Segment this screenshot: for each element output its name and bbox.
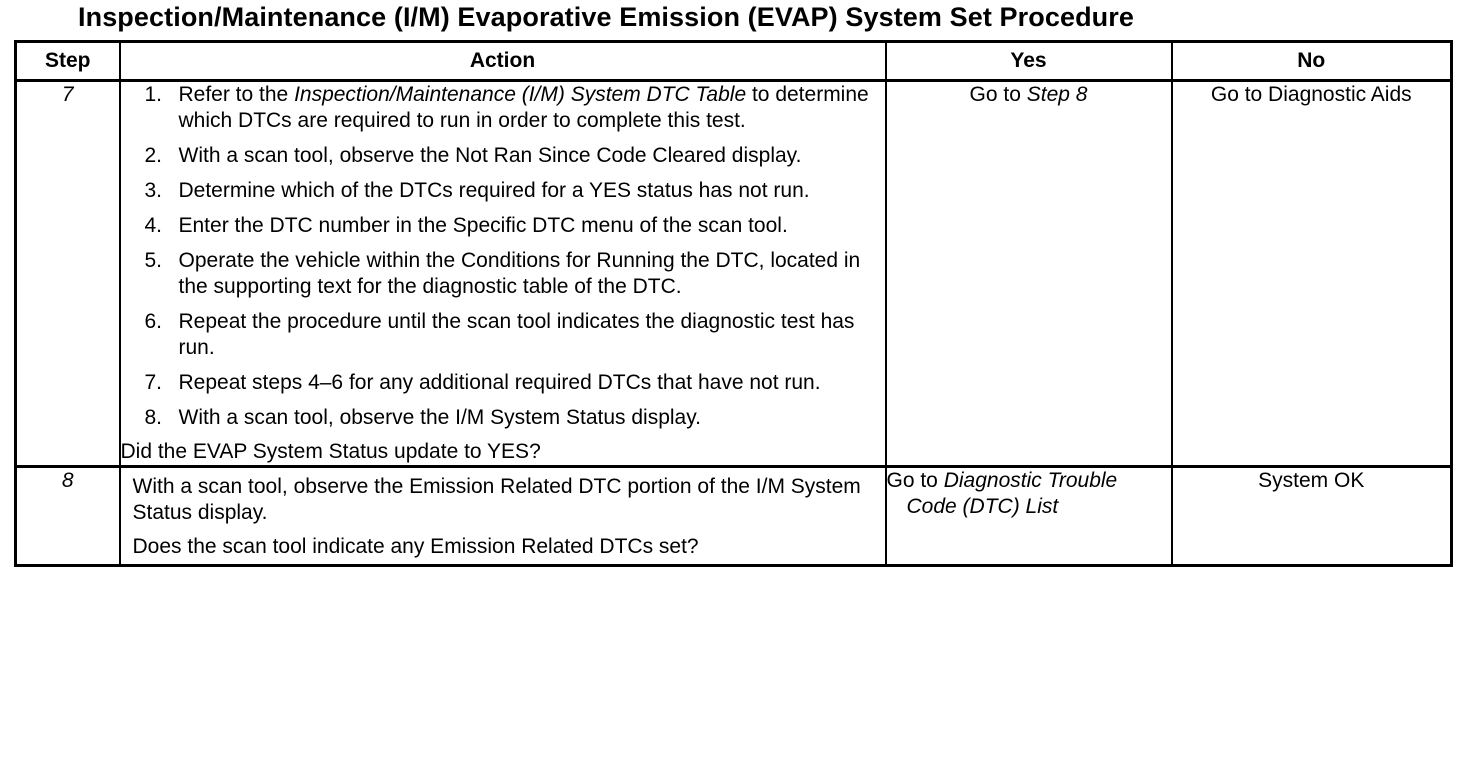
go-to-step-link[interactable]: Step 8 xyxy=(1026,83,1088,106)
no-cell xyxy=(1172,81,1452,467)
list-item xyxy=(121,213,885,239)
step-number: 7 xyxy=(16,81,120,467)
list-item xyxy=(121,405,885,431)
list-item-text: Enter the DTC number in the Specific DTC menu of the scan tool. xyxy=(178,214,788,237)
procedure-table xyxy=(14,40,1453,567)
step-question: Does the scan tool indicate any Emission Related DTCs set? xyxy=(132,535,699,558)
list-item xyxy=(121,143,885,169)
list-item-number: 2. xyxy=(144,144,163,167)
list-item-text: With a scan tool, observe the Not Ran Since Code Cleared display. xyxy=(178,144,802,167)
list-item-text: Repeat steps 4–6 for any additional required DTCs that have not run. xyxy=(178,371,821,394)
no-action-text: System OK xyxy=(1258,469,1365,492)
yes-prefix: Go to xyxy=(886,469,944,492)
action-cell xyxy=(120,467,886,566)
list-item-text: Refer to the xyxy=(178,83,295,106)
list-item-text: With a scan tool, observe the I/M System Status display. xyxy=(178,406,701,429)
action-cell xyxy=(120,81,886,467)
yes-prefix: Go to xyxy=(969,83,1027,106)
table-header-row xyxy=(16,42,1452,81)
column-header-action: Action xyxy=(120,42,886,81)
step-instruction: With a scan tool, observe the Emission Related DTC portion of the I/M System Status display. xyxy=(132,475,861,524)
page-title: Inspection/Maintenance (I/M) Evaporative Emission (EVAP) System Set Procedure xyxy=(78,2,1134,32)
table-row xyxy=(16,467,1452,566)
column-header-yes: Yes xyxy=(886,42,1172,81)
list-item xyxy=(121,82,885,134)
action-steps-list xyxy=(121,82,885,431)
list-item-text: to determine which DTCs are required to run in order to complete this test. xyxy=(178,83,869,132)
list-item-text: Operate the vehicle within the Conditions for Running the DTC, located in the supporting text for the diagnostic table of the DTC. xyxy=(178,249,861,298)
column-header-no: No xyxy=(1172,42,1452,81)
list-item xyxy=(121,248,885,300)
column-header-step: Step xyxy=(16,42,120,81)
list-item-number: 8. xyxy=(144,406,163,429)
no-action-text: Go to Diagnostic Aids xyxy=(1210,83,1412,106)
list-item-text: Repeat the procedure until the scan tool indicates the diagnostic test has run. xyxy=(178,310,855,359)
list-item xyxy=(121,370,885,396)
list-item-number: 5. xyxy=(144,249,163,272)
list-item xyxy=(121,178,885,204)
no-cell xyxy=(1172,467,1452,566)
yes-cell xyxy=(886,81,1172,467)
list-item-text: Determine which of the DTCs required for a YES status has not run. xyxy=(178,179,810,202)
list-item-number: 7. xyxy=(144,371,163,394)
yes-cell xyxy=(886,467,1172,566)
list-item-number: 4. xyxy=(144,214,163,237)
list-item-number: 6. xyxy=(144,310,163,333)
step-number: 8 xyxy=(16,467,120,566)
reference-table-link[interactable]: Inspection/Maintenance (I/M) System DTC Table xyxy=(294,83,747,106)
list-item-number: 1. xyxy=(144,83,163,106)
list-item xyxy=(121,309,885,361)
list-item-number: 3. xyxy=(144,179,163,202)
table-row xyxy=(16,81,1452,467)
step-question: Did the EVAP System Status update to YES? xyxy=(120,440,541,463)
dtc-list-link[interactable]: Diagnostic Trouble Code (DTC) List xyxy=(906,469,1118,518)
